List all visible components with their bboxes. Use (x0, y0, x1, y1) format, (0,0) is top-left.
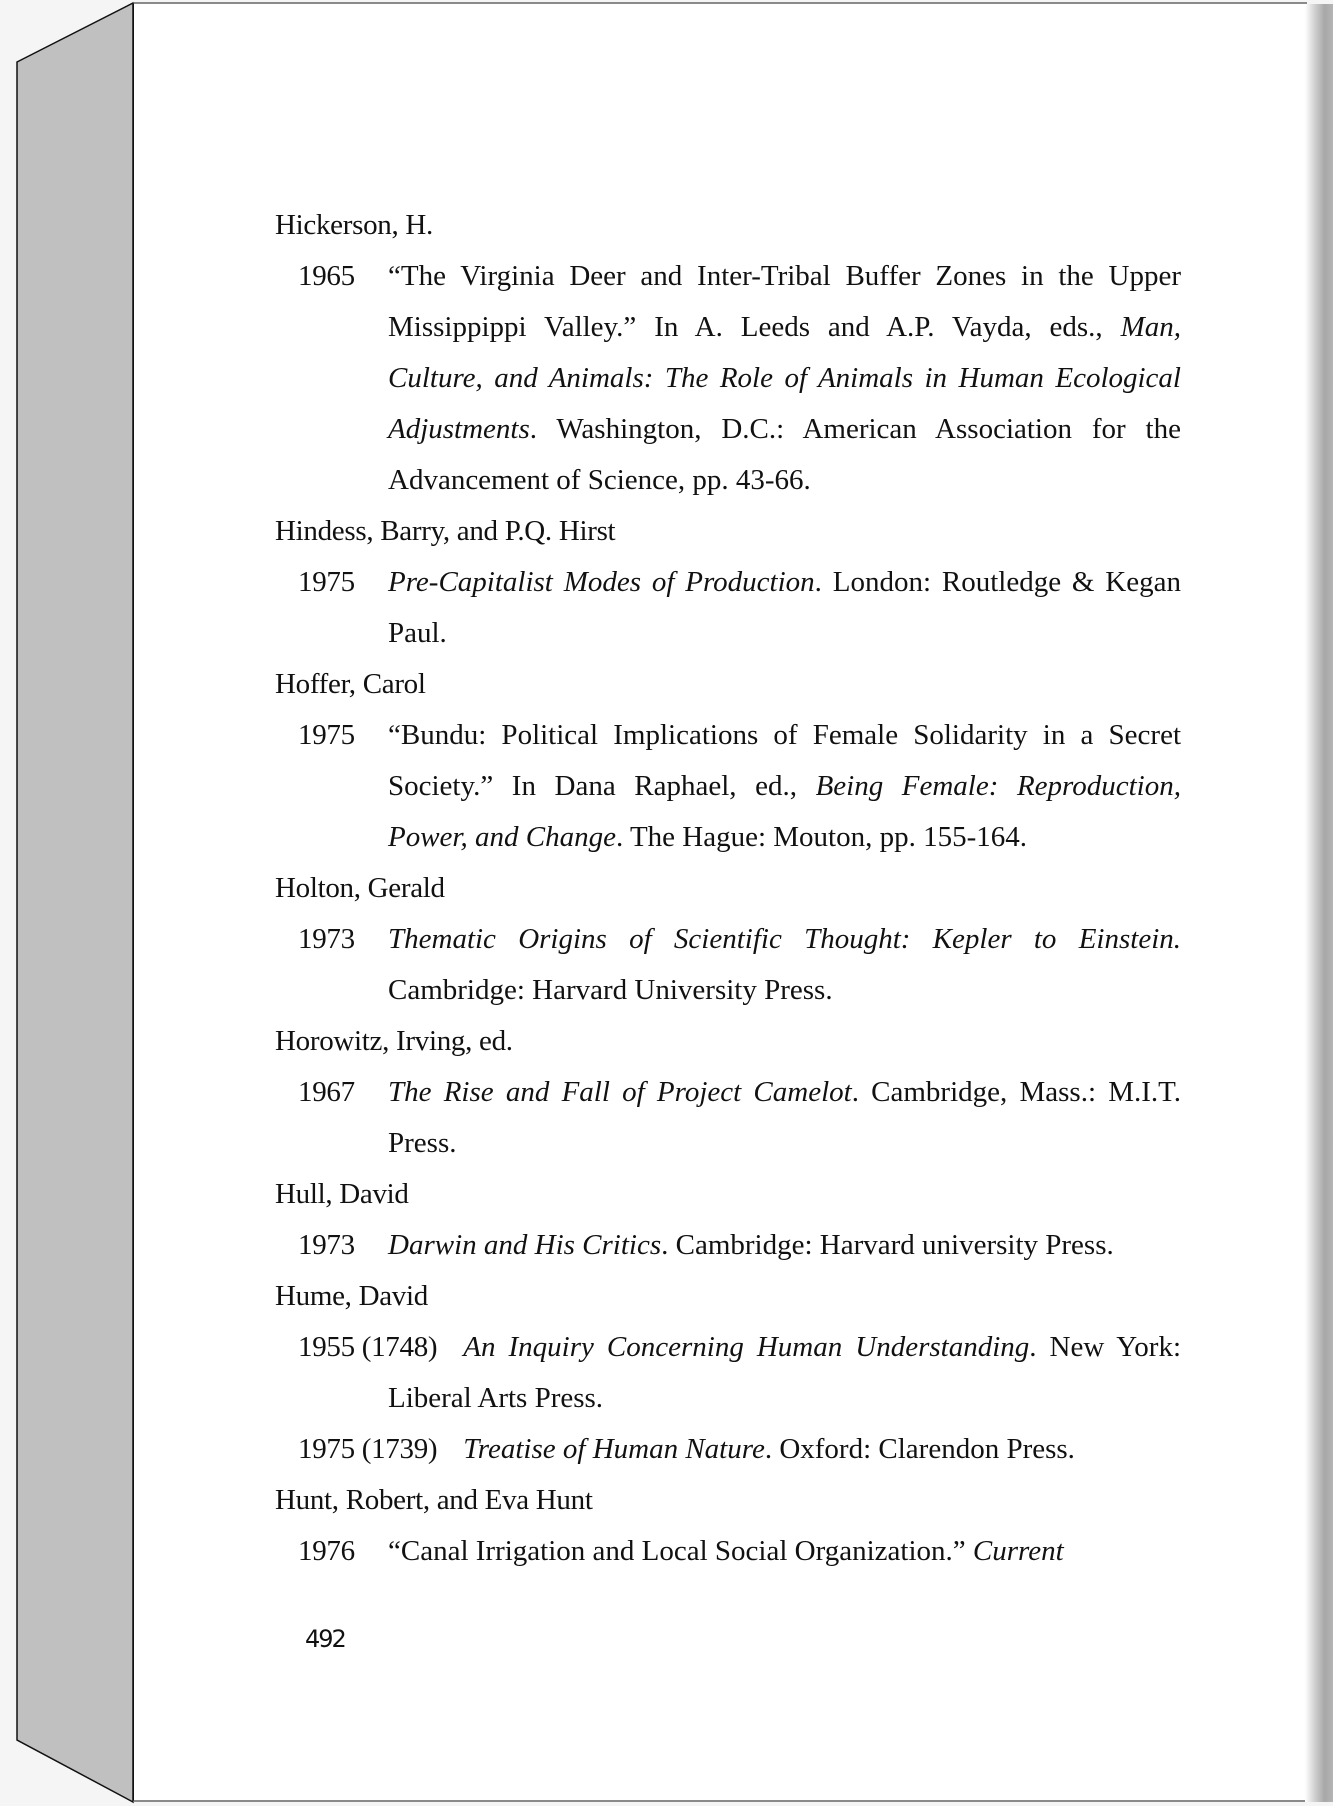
reference-entry (275, 1526, 1181, 1577)
reference-text-segment: Missippippi Valley.” In A. Leeds and A.P. Vayda, eds., (388, 311, 1121, 343)
reference-year: 1975 (298, 566, 355, 598)
reference-text (388, 1220, 1181, 1271)
reference-list (275, 200, 1181, 1577)
italic-title: Thematic Origins of Scientific Thought: Kepler to Einstein. (388, 923, 1181, 955)
reference-item (275, 200, 1181, 506)
reference-text-segment: Society.” In Dana Raphael, ed., (388, 770, 816, 802)
reference-year: 1975 (1739) (298, 1433, 438, 1465)
reference-item (275, 1016, 1181, 1169)
reference-text (388, 965, 1181, 1016)
italic-title: Adjustments (388, 413, 530, 445)
reference-text (463, 1322, 1181, 1373)
reference-text (388, 608, 1181, 659)
reference-text (388, 812, 1181, 863)
reference-item (275, 506, 1181, 659)
italic-title: Power, and Change (388, 821, 616, 853)
reference-entry-continuation (275, 965, 1181, 1016)
reference-entry-continuation (275, 353, 1181, 404)
reference-entry-continuation (275, 302, 1181, 353)
reference-text (388, 710, 1181, 761)
italic-title: The Rise and Fall of Project Camelot (388, 1076, 852, 1108)
italic-title: Culture, and Animals: The Role of Animals in Human Ecological (388, 362, 1181, 394)
reference-item (275, 1271, 1181, 1475)
reference-author: Hindess, Barry, and P.Q. Hirst (275, 515, 616, 547)
reference-author: Hull, David (275, 1178, 409, 1210)
reference-author: Holton, Gerald (275, 872, 445, 904)
reference-text (388, 353, 1181, 404)
page-number: 492 (305, 1625, 345, 1653)
reference-year: 1976 (298, 1535, 355, 1567)
reference-text-segment: Liberal Arts Press. (388, 1382, 604, 1414)
reference-entry-continuation (275, 1373, 1181, 1424)
reference-text (388, 455, 1181, 506)
reference-item (275, 1169, 1181, 1271)
reference-text-segment: . The Hague: Mouton, pp. 155-164. (615, 821, 1028, 853)
italic-title: Man, (1120, 311, 1181, 343)
reference-text-segment: “Bundu: Political Implications of Female Solidarity in a Secret (388, 719, 1181, 751)
reference-entry (275, 710, 1181, 761)
reference-year: 1967 (298, 1076, 355, 1108)
reference-entry (275, 1322, 1181, 1373)
reference-author: Horowitz, Irving, ed. (275, 1025, 513, 1057)
reference-text-segment: Press. (388, 1127, 457, 1159)
reference-text (463, 1424, 1181, 1475)
reference-entry-continuation (275, 1118, 1181, 1169)
reference-text (388, 404, 1181, 455)
reference-item (275, 659, 1181, 863)
reference-text-segment: Advancement of Science, pp. 43-66. (388, 464, 811, 496)
reference-text (388, 914, 1181, 965)
reference-entry-continuation (275, 761, 1181, 812)
reference-entry (275, 1067, 1181, 1118)
reference-item (275, 1475, 1181, 1577)
reference-text-segment: . New York: (1029, 1331, 1181, 1363)
reference-text-segment: “The Virginia Deer and Inter-Tribal Buffer Zones in the Upper (388, 260, 1181, 292)
reference-text (388, 761, 1181, 812)
italic-title: Current (972, 1535, 1064, 1567)
reference-text (388, 1373, 1181, 1424)
italic-title: Treatise of Human Nature (463, 1433, 765, 1465)
page-edge-shadow (1305, 4, 1333, 1802)
reference-text (388, 1067, 1181, 1118)
reference-author: Hickerson, H. (275, 209, 433, 241)
reference-text-segment: Paul. (388, 617, 447, 649)
italic-title: An Inquiry Concerning Human Understanding (463, 1331, 1030, 1363)
reference-author: Hunt, Robert, and Eva Hunt (275, 1484, 593, 1516)
reference-text-segment: . Oxford: Clarendon Press. (764, 1433, 1075, 1465)
reference-text-segment: . Cambridge, Mass.: M.I.T. (851, 1076, 1181, 1108)
reference-text-segment: . London: Routledge & Kegan (814, 566, 1181, 598)
reference-text-segment: “Canal Irrigation and Local Social Organization.” (388, 1535, 973, 1567)
reference-year: 1973 (298, 1229, 355, 1261)
reference-text-segment: . Cambridge: Harvard university Press. (661, 1229, 1114, 1261)
reference-text (388, 1118, 1181, 1169)
book-spine-edge (0, 0, 140, 1806)
reference-entry (275, 914, 1181, 965)
reference-year: 1965 (298, 260, 355, 292)
reference-text (388, 1526, 1181, 1577)
reference-text (388, 557, 1181, 608)
reference-entry-continuation (275, 404, 1181, 455)
reference-entry (275, 251, 1181, 302)
reference-year: 1973 (298, 923, 355, 955)
italic-title: Being Female: Reproduction, (815, 770, 1181, 802)
reference-entry (275, 557, 1181, 608)
reference-text-segment: Cambridge: Harvard University Press. (388, 974, 833, 1006)
reference-text-segment: . Washington, D.C.: American Association for the (529, 413, 1181, 445)
italic-title: Pre-Capitalist Modes of Production (388, 566, 815, 598)
reference-author: Hume, David (275, 1280, 428, 1312)
reference-year: 1955 (1748) (298, 1331, 438, 1363)
reference-text (388, 251, 1181, 302)
reference-entry-continuation (275, 608, 1181, 659)
reference-entry-continuation (275, 455, 1181, 506)
reference-entry (275, 1220, 1181, 1271)
italic-title: Darwin and His Critics (388, 1229, 662, 1261)
reference-year: 1975 (298, 719, 355, 751)
reference-text (388, 302, 1181, 353)
reference-entry-continuation (275, 812, 1181, 863)
reference-item (275, 863, 1181, 1016)
reference-author: Hoffer, Carol (275, 668, 426, 700)
reference-entry (275, 1424, 1181, 1475)
